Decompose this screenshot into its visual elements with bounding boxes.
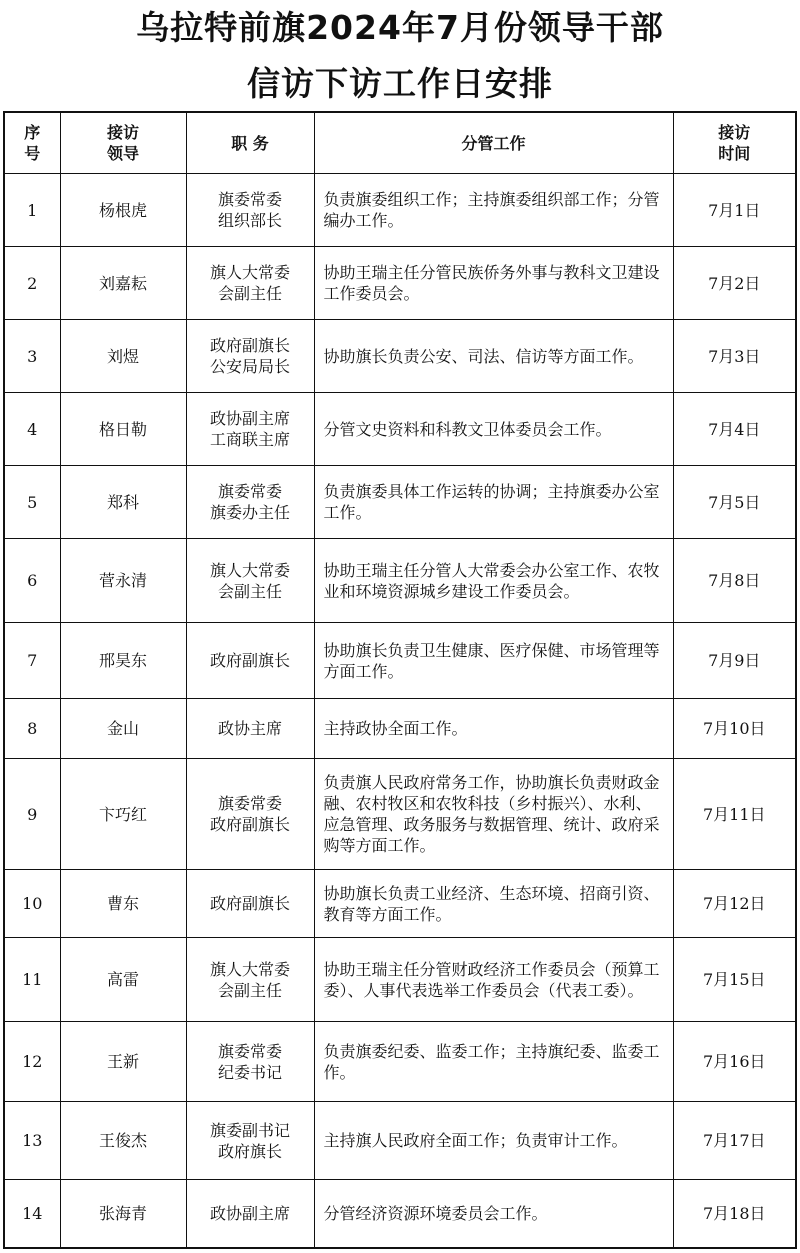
position-line: 会副主任 — [217, 284, 282, 303]
cell-position — [186, 759, 314, 870]
page-subtitle: 信访下访工作日安排 — [247, 64, 553, 103]
cell-position — [186, 1180, 314, 1248]
schedule-table — [3, 111, 797, 1249]
cell-leader: 邢昊东 — [60, 623, 186, 699]
cell-position — [186, 393, 314, 466]
cell-no: 9 — [4, 759, 60, 870]
header-date-line1: 接访 — [718, 123, 751, 142]
cell-duty: 协助王瑞主任分管人大常委会办公室工作、农牧业和环境资源城乡建设工作委员会。 — [314, 539, 673, 623]
cell-duty: 协助旗长负责公安、司法、信访等方面工作。 — [314, 320, 673, 393]
cell-date: 7月9日 — [673, 623, 796, 699]
position-line: 政府旗长 — [217, 1141, 282, 1161]
cell-position — [186, 247, 314, 320]
position-line: 旗委常委 — [217, 1041, 282, 1061]
cell-no: 4 — [4, 393, 60, 466]
cell-duty: 主持政协全面工作。 — [314, 699, 673, 759]
cell-date: 7月16日 — [673, 1022, 796, 1102]
cell-leader: 张海青 — [60, 1180, 186, 1248]
cell-leader: 杨根虎 — [60, 174, 186, 247]
header-leader-line1: 接访 — [106, 123, 139, 142]
cell-position — [186, 1102, 314, 1180]
position-line: 政协主席 — [217, 719, 282, 738]
position-line: 会副主任 — [217, 581, 282, 601]
cell-leader: 格日勒 — [60, 393, 186, 466]
header-no-line1: 序 — [24, 123, 41, 142]
cell-no: 14 — [4, 1180, 60, 1248]
cell-date: 7月18日 — [673, 1180, 796, 1248]
cell-duty: 协助旗长负责卫生健康、医疗保健、市场管理等方面工作。 — [314, 623, 673, 699]
cell-no: 6 — [4, 539, 60, 623]
cell-date: 7月5日 — [673, 466, 796, 539]
position-line: 政府副旗长 — [209, 651, 290, 670]
cell-date: 7月17日 — [673, 1102, 796, 1180]
cell-duty: 负责旗委具体工作运转的协调；主持旗委办公室工作。 — [314, 466, 673, 539]
position-line: 旗委常委 — [217, 794, 282, 813]
position-line: 旗人大常委 — [209, 263, 290, 282]
table-row — [4, 320, 796, 393]
page-title: 乌拉特前旗2024年7月份领导干部 — [136, 8, 664, 47]
table-row — [4, 1022, 796, 1102]
cell-no: 11 — [4, 938, 60, 1022]
cell-date: 7月11日 — [673, 759, 796, 870]
position-line: 旗人大常委 — [209, 560, 290, 580]
position-line: 政协副主席 — [209, 1203, 290, 1223]
table-body — [4, 174, 796, 1248]
cell-leader: 高雷 — [60, 938, 186, 1022]
position-line: 会副主任 — [217, 980, 282, 1000]
header-duty: 分管工作 — [314, 112, 673, 174]
cell-leader: 王俊杰 — [60, 1102, 186, 1180]
table-row — [4, 393, 796, 466]
cell-leader: 王新 — [60, 1022, 186, 1102]
cell-duty: 主持旗人民政府全面工作；负责审计工作。 — [314, 1102, 673, 1180]
cell-position — [186, 539, 314, 623]
position-line: 旗委常委 — [217, 190, 282, 209]
position-line: 政府副旗长 — [209, 336, 290, 355]
cell-date: 7月3日 — [673, 320, 796, 393]
cell-position — [186, 938, 314, 1022]
cell-duty: 协助王瑞主任分管民族侨务外事与教科文卫建设工作委员会。 — [314, 247, 673, 320]
position-line: 旗委办主任 — [209, 503, 290, 522]
cell-duty: 协助王瑞主任分管财政经济工作委员会（预算工委）、人事代表选举工作委员会（代表工委）。 — [314, 938, 673, 1022]
cell-duty: 负责旗委组织工作；主持旗委组织部工作；分管编办工作。 — [314, 174, 673, 247]
header-leader-line2: 领导 — [106, 144, 139, 163]
table-row — [4, 759, 796, 870]
cell-duty: 分管文史资料和科教文卫体委员会工作。 — [314, 393, 673, 466]
cell-duty: 负责旗委纪委、监委工作；主持旗纪委、监委工作。 — [314, 1022, 673, 1102]
header-no-line2: 号 — [24, 144, 41, 163]
header-date-line2: 时间 — [718, 144, 751, 163]
position-line: 工商联主席 — [209, 430, 290, 449]
table-row — [4, 539, 796, 623]
cell-duty: 分管经济资源环境委员会工作。 — [314, 1180, 673, 1248]
position-line: 组织部长 — [217, 211, 282, 230]
cell-position — [186, 623, 314, 699]
cell-no: 8 — [4, 699, 60, 759]
header-leader — [60, 112, 186, 174]
cell-leader: 卞巧红 — [60, 759, 186, 870]
cell-no: 7 — [4, 623, 60, 699]
cell-leader: 刘煜 — [60, 320, 186, 393]
table-row — [4, 466, 796, 539]
cell-no: 2 — [4, 247, 60, 320]
cell-date: 7月4日 — [673, 393, 796, 466]
position-line: 政协副主席 — [209, 409, 290, 428]
cell-leader: 曹东 — [60, 870, 186, 938]
table-header-row — [4, 112, 796, 174]
table-row — [4, 938, 796, 1022]
table-row — [4, 1102, 796, 1180]
cell-position — [186, 174, 314, 247]
cell-position — [186, 466, 314, 539]
cell-position — [186, 699, 314, 759]
header-date — [673, 112, 796, 174]
position-line: 政府副旗长 — [209, 815, 290, 834]
cell-leader: 刘嘉耘 — [60, 247, 186, 320]
table-row — [4, 699, 796, 759]
cell-position — [186, 320, 314, 393]
header-position: 职 务 — [186, 112, 314, 174]
cell-date: 7月15日 — [673, 938, 796, 1022]
position-line: 旗委副书记 — [209, 1120, 290, 1140]
position-line: 纪委书记 — [217, 1062, 282, 1082]
cell-no: 12 — [4, 1022, 60, 1102]
cell-no: 1 — [4, 174, 60, 247]
position-line: 旗委常委 — [217, 482, 282, 501]
cell-leader: 菅永清 — [60, 539, 186, 623]
cell-no: 3 — [4, 320, 60, 393]
cell-date: 7月8日 — [673, 539, 796, 623]
cell-no: 13 — [4, 1102, 60, 1180]
cell-duty: 负责旗人民政府常务工作，协助旗长负责财政金融、农村牧区和农牧科技（乡村振兴）、水利、应急管理、政务服务与数据管理、统计、政府采购等方面工作。 — [314, 759, 673, 870]
cell-date: 7月10日 — [673, 699, 796, 759]
table-row — [4, 870, 796, 938]
table-row — [4, 247, 796, 320]
position-line: 政府副旗长 — [209, 894, 290, 913]
position-line: 公安局局长 — [209, 357, 290, 376]
cell-position — [186, 1022, 314, 1102]
cell-date: 7月2日 — [673, 247, 796, 320]
header-no — [4, 112, 60, 174]
cell-date: 7月12日 — [673, 870, 796, 938]
cell-position — [186, 870, 314, 938]
cell-date: 7月1日 — [673, 174, 796, 247]
cell-leader: 郑科 — [60, 466, 186, 539]
cell-leader: 金山 — [60, 699, 186, 759]
cell-no: 5 — [4, 466, 60, 539]
position-line: 旗人大常委 — [209, 959, 290, 979]
cell-duty: 协助旗长负责工业经济、生态环境、招商引资、教育等方面工作。 — [314, 870, 673, 938]
cell-no: 10 — [4, 870, 60, 938]
table-row — [4, 1180, 796, 1248]
table-row — [4, 623, 796, 699]
table-row — [4, 174, 796, 247]
